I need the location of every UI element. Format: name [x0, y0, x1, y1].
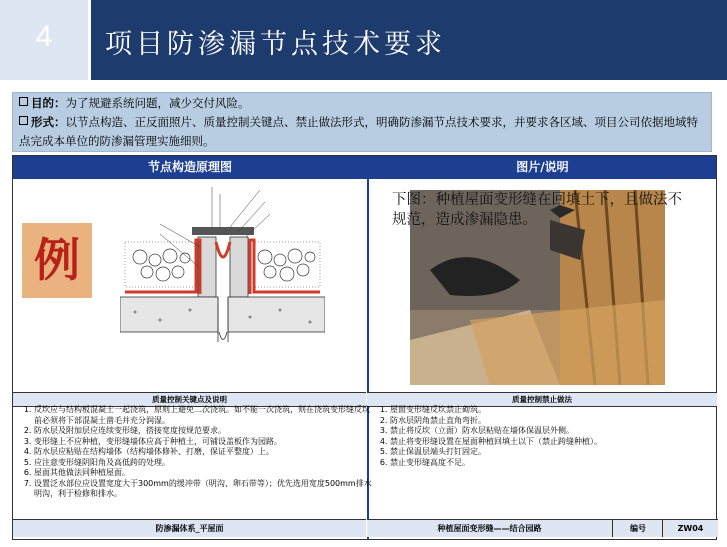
list-item: 2. 防水层及附加层应连续变形缝，搭接宽度按规范要求。: [34, 426, 374, 437]
list-item: 3. 变形缝上不应种植，变形缝墙体应高于种植土，可铺设盖板作为园路。: [34, 437, 374, 448]
footer-category: 防渗漏体系_平屋面: [13, 519, 366, 537]
header: [0, 0, 727, 80]
purpose-line: [19, 94, 705, 113]
purpose-label: 目的：: [31, 96, 66, 110]
prohibited-header: 质量控制禁止做法: [367, 392, 717, 407]
list-item: 5. 禁止保温层端头打钉固定。: [390, 447, 720, 458]
checkbox-square-icon: [19, 116, 28, 125]
list-item: 6. 屋面其他做法同种植屋面。: [34, 468, 374, 479]
photo-column-header: 图片/说明: [369, 156, 716, 179]
list-item: 2. 防水层阴角禁止直角弯折。: [390, 416, 720, 427]
list-item: 5. 应注意变形缝阴阳角及高低跨的处理。: [34, 458, 374, 469]
footer-code-label: 编号: [612, 519, 663, 537]
title-bar: [91, 0, 727, 80]
footer-node-name: 种植屋面变形缝——结合园路: [367, 519, 612, 537]
list-item: 1. 屋面变形缝反坎禁止砌筑。: [390, 405, 720, 416]
list-item: 6. 禁止变形缝高度不足。: [390, 458, 720, 469]
node-construction-diagram: [120, 182, 325, 360]
list-item: 7. 设置泛水部位应设置宽度大于300mm的缓冲带（明沟、卵石带等）；优先选用宽度500mm排水明沟，利于检修和排水。: [34, 479, 374, 500]
key-points-list: [16, 405, 374, 500]
list-item: 3. 禁止将反坎（立面）防水层粘贴在墙体保温层外侧。: [390, 426, 720, 437]
section-number: 4: [35, 20, 53, 53]
form-text: 以节点构造、正反面照片、质量控制关键点、禁止做法形式，明确防渗漏节点技术要求，并要求各区域、项目公司依据地域特点完成本单位的防渗漏管理实施细则。: [19, 115, 698, 148]
prohibited-list: [372, 405, 720, 468]
example-badge: 例: [22, 223, 92, 298]
list-item: 4. 防水层应粘贴在结构墙体（结构墙体修补、打磨，保证平整度）上。: [34, 447, 374, 458]
diagram-column-header: 节点构造原理图: [13, 156, 367, 179]
purpose-text: 为了规避系统问题，减少交付风险。: [65, 96, 250, 110]
photo-caption: 下图：种植屋面变形缝在回填土下，且做法不规范，造成渗漏隐患。: [392, 192, 682, 228]
list-item: 1. 反坎应与结构板混凝土一起浇筑，原则上避免二次浇筑。如不能一次浇筑，则在浇筑变形缝反坎前必须将下部混凝土凿毛并充分润湿。: [34, 405, 374, 426]
key-points-header: 质量控制关键点及说明: [13, 392, 366, 407]
footer-code-value: ZW04: [662, 519, 718, 537]
page-title: 项目防渗漏节点技术要求: [105, 29, 446, 60]
form-line: [19, 113, 705, 151]
intro-box: [12, 92, 712, 152]
list-item: 4. 禁止将变形缝设置在屋面种植回填土以下（禁止跨缝种植）。: [390, 437, 720, 448]
section-number-box: [0, 0, 91, 80]
checkbox-square-icon: [19, 97, 28, 106]
form-label: 形式：: [31, 115, 66, 129]
